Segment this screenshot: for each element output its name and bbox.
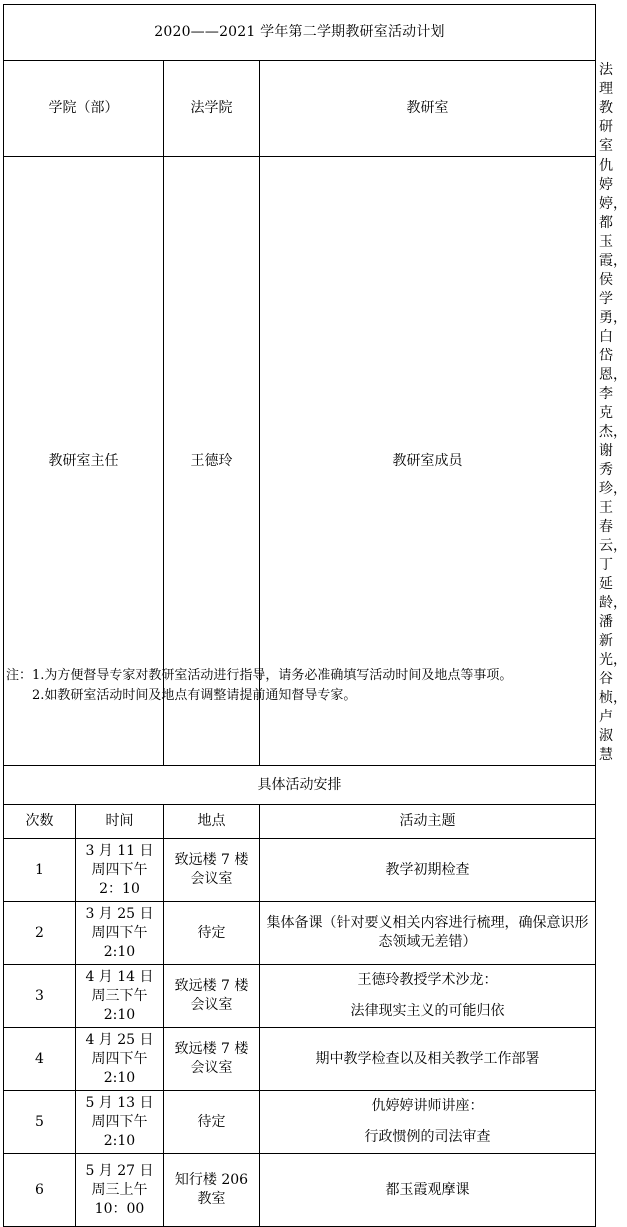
activity-topic [260, 1091, 596, 1154]
activity-place [164, 1154, 260, 1227]
column-header-number: 次数 [4, 805, 76, 839]
activity-place-line: 致远楼 7 楼 [174, 852, 249, 868]
activity-place [164, 902, 260, 965]
activity-topic [260, 1154, 596, 1227]
activity-time [76, 839, 164, 902]
activity-row [4, 965, 596, 1028]
notes [6, 666, 596, 706]
column-header-time: 时间 [76, 805, 164, 839]
activity-time-line: 3 月 11 日 [85, 842, 154, 859]
activity-time [76, 1154, 164, 1227]
activity-time-line: 周四下午 [91, 1113, 148, 1130]
activity-topic [260, 965, 596, 1028]
column-header-topic: 活动主题 [260, 805, 596, 839]
activity-topic-line: 期中教学检查以及相关教学工作部署 [315, 1050, 540, 1067]
activity-place-line: 待定 [197, 924, 226, 941]
activity-time-line: 2:10 [103, 1006, 136, 1023]
activity-topic-line: 教学初期检查 [385, 861, 470, 878]
activity-number: 1 [4, 839, 76, 902]
director-label: 教研室主任 [4, 157, 164, 766]
activity-place [164, 965, 260, 1028]
activity-time-line: 周三上午 [91, 1181, 148, 1198]
activity-time-line: 4 月 25 日 [85, 1031, 154, 1048]
activity-place-line: 会议室 [190, 1060, 233, 1076]
activity-time-line: 周三下午 [91, 987, 148, 1004]
plan-title: 2020——2021 学年第二学期教研室活动计划 [4, 5, 596, 61]
activity-topic [260, 1028, 596, 1091]
activity-place [164, 839, 260, 902]
activity-topic-line: 行政惯例的司法审查 [364, 1129, 491, 1145]
activity-topic [260, 902, 596, 965]
activity-place-line: 会议室 [190, 871, 233, 887]
line-gap [263, 990, 592, 1002]
activity-place-line: 致远楼 7 楼 [174, 1041, 249, 1057]
activity-time-line: 周四下午 [91, 861, 148, 878]
activity-place [164, 1091, 260, 1154]
activity-time-line: 3 月 25 日 [85, 905, 154, 922]
activity-number: 6 [4, 1154, 76, 1227]
college-label: 学院（部） [4, 61, 164, 157]
activity-row [4, 1028, 596, 1091]
activity-place-line: 知行楼 206 [174, 1172, 249, 1188]
schedule-heading: 具体活动安排 [4, 766, 596, 805]
activity-place-line: 待定 [197, 1113, 226, 1130]
activity-topic-line: 都玉霞观摩课 [385, 1181, 470, 1198]
activity-plan-table: 2020——2021 学年第二学期教研室活动计划 学院（部） 法学院 教研室 法理教研室 教研室主任 王德玲 教研室成员 仇婷婷，都玉霞，侯学勇，白岱恩，李克杰，谢秀珍，王春云，丁延龄，潘新光，谷桢，卢淑慧 具体活动安排 次数 时间 地点 活动主题 1 3 月 11 日 周四下午 2：10 致远楼 7 楼 会议室 教学初期检查 2 3 月 25 日 周四下午 2:10 待定 集体备课（针对要义相关内容进行梳理，确保意识形态领域无差错） 3 4 月 14 日 周三下午 2:10 致远楼 7 楼 会议室 王德玲教授学术沙龙： 法律现实主义的可能归依 4 4 月 25 日 周四下午 2:10 致远楼 7 楼 会议室 期中教学检查以及相关教学工作部署 5 5 月 13 日 周四下午 2:10 待定 仇婷婷讲师讲座： 行政惯例的司法审查 6 5 月 27 日 周三上午 10：00 知行楼 206 教室 都玉霞观摩课 [3, 4, 596, 1227]
office-label: 教研室 [260, 61, 596, 157]
activity-time-line: 2:10 [103, 1132, 136, 1149]
note-line-2: 2.如教研室活动时间及地点有调整请提前通知督导专家。 [32, 688, 357, 703]
column-header-place: 地点 [164, 805, 260, 839]
activity-time-line: 周四下午 [91, 1050, 148, 1067]
activity-time-line: 周四下午 [91, 924, 148, 941]
activity-row [4, 902, 596, 965]
activity-number: 5 [4, 1091, 76, 1154]
activity-row [4, 839, 596, 902]
college-value: 法学院 [164, 61, 260, 157]
activity-time-line: 2：10 [99, 880, 140, 897]
note-line-1: 注：1.为方便督导专家对教研室活动进行指导，请务必准确填写活动时间及地点等事项。 [6, 668, 513, 683]
activity-topic-line: 仇婷婷讲师讲座： [371, 1098, 484, 1114]
activity-place-line: 致远楼 7 楼 [174, 978, 249, 994]
activity-topic-line: 法律现实主义的可能归依 [350, 1003, 505, 1019]
activity-number: 3 [4, 965, 76, 1028]
activity-topic-line: 集体备课（针对要义相关内容进行梳理，确保意识形态领域无差错） [266, 915, 589, 950]
director-value: 王德玲 [164, 157, 260, 766]
activity-row [4, 1091, 596, 1154]
activity-time [76, 902, 164, 965]
activity-place [164, 1028, 260, 1091]
activity-time-line: 2:10 [103, 943, 136, 960]
activity-time-line: 2:10 [103, 1069, 136, 1086]
activity-place-line: 会议室 [190, 997, 233, 1013]
activity-time [76, 965, 164, 1028]
activity-time-line: 10：00 [94, 1200, 145, 1217]
activity-place-line: 教室 [197, 1191, 226, 1207]
activity-number: 4 [4, 1028, 76, 1091]
activity-row [4, 1154, 596, 1227]
activity-number: 2 [4, 902, 76, 965]
activity-topic [260, 839, 596, 902]
activity-time-line: 5 月 27 日 [85, 1162, 154, 1179]
line-gap [263, 1116, 592, 1128]
activity-time-line: 4 月 14 日 [85, 968, 154, 985]
activity-time [76, 1091, 164, 1154]
activity-time [76, 1028, 164, 1091]
members-label: 教研室成员 [260, 157, 596, 766]
activity-topic-line: 王德玲教授学术沙龙： [357, 972, 498, 988]
activity-time-line: 5 月 13 日 [85, 1094, 154, 1111]
activity-rows [4, 839, 596, 1227]
